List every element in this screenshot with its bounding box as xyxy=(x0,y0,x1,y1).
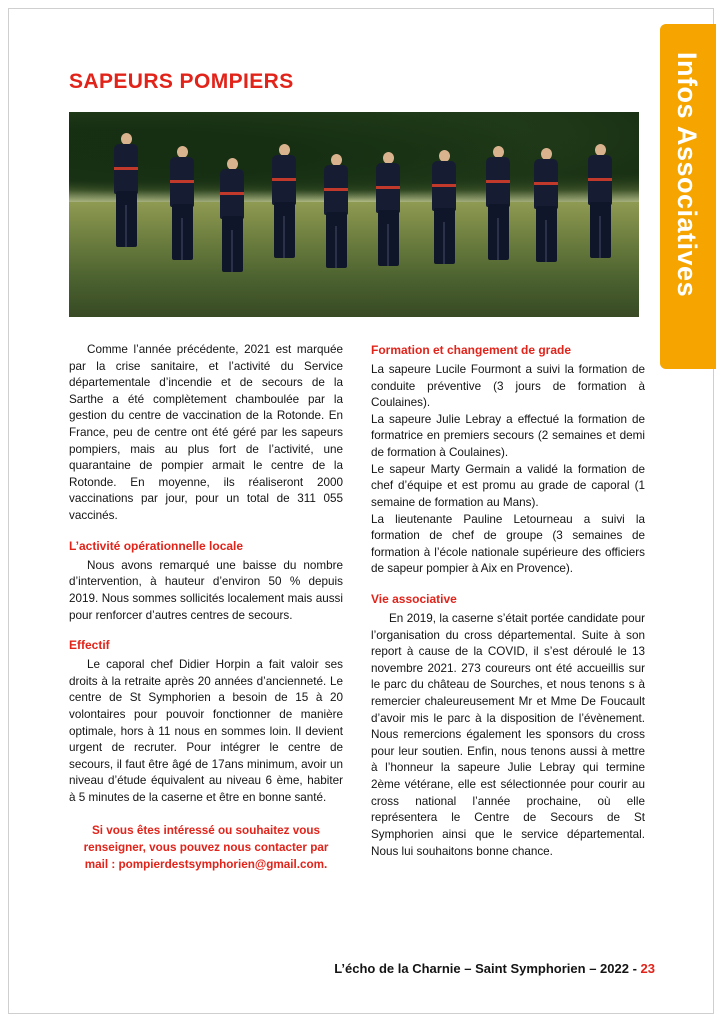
contact-line-1: Si vous êtes intéressé ou souhaitez vous renseigner, vous pouvez nous contacter par xyxy=(83,823,329,854)
photo-person xyxy=(111,133,141,251)
paragraph-effectif: Le caporal chef Didier Horpin a fait valoir ses droits à la retraite après 20 années d’ancienneté. Le centre de St Symphorien a besoin de 15 à 20 volontaires pour pouvoir fonctionner de manière optimale, hors à 11 nous en sommes loin. Il devient urgent de recruter. Pour intégrer le centre de secours, il faut être âgé de 17ans minimum, avoir un niveau d’étude équivalent au niveau 6 ème, habiter à 5 minutes de la caserne et être en bonne santé. xyxy=(69,658,343,805)
paragraph-formation-1: La sapeure Lucile Fourmont a suivi la formation de conduite préventive (3 jours de formation à Coulaines). xyxy=(371,363,645,410)
paragraph-vie-associative: En 2019, la caserne s’était portée candidate pour l’organisation du cross départemental. Suite à son report à cause de la COVID, il s’est déroulé le 13 novembre 2021. 273 coureurs ont été accueillis sur le parc du château de Sourches, et nous tenons s à remercier chaleureusement Mr et Mme De Foucault d’avoir mis le parc à la disposition de l’évènement. Nous remercions également les sponsors du cross pour leur soutien. Enfin, nous tenons aussi à mettre à l’honneur la sapeure Julie Lebray qui termine 2ème vétérane, elle est sélectionnée pour courir au cross national l’année prochaine, où elle représentera le Centre de Secours de St Symphorien ainsi que le service départemental. Nous lui souhaitons bonne chance. xyxy=(371,611,645,858)
left-column xyxy=(69,342,343,874)
paragraph-formation-3: Le sapeur Marty Germain a validé la formation de chef d’équipe et est promu au grade de caporal (1 semaine de formation au Mans). xyxy=(371,462,645,509)
section-tab-infos-associatives xyxy=(660,24,716,369)
page-footer xyxy=(334,961,655,976)
right-column xyxy=(371,342,645,860)
page-number: 23 xyxy=(640,961,655,976)
contact-email-line[interactable]: mail : pompierdestsymphorien@gmail.com. xyxy=(84,857,328,871)
photo-person xyxy=(167,146,197,264)
photo-person xyxy=(585,144,615,262)
section-tab-label: Infos Associatives xyxy=(672,52,702,298)
paragraph-activite-operationnelle: Nous avons remarqué une baisse du nombre d’intervention, à hauteur d’environ 50 % depuis 2019. Nous sommes sollicités localement mais aussi pour renforcer d’autres centres de secours. xyxy=(69,558,343,622)
photo-person xyxy=(321,154,351,272)
contact-block xyxy=(69,823,343,874)
page-title: SAPEURS POMPIERS xyxy=(69,70,294,93)
photo-person xyxy=(483,146,513,264)
heading-vie-associative: Vie associative xyxy=(371,591,457,606)
photo-person xyxy=(531,148,561,266)
photo-person xyxy=(269,144,299,262)
paragraph-formation-4: La lieutenante Pauline Letourneau a suivi la formation de chef de groupe (3 semaines de formation à l’école nationale supérieure des officiers de sapeur pompier à Aix en Provence). xyxy=(371,512,645,576)
heading-activite-operationnelle: L’activité opérationnelle locale xyxy=(69,538,244,553)
firefighters-group-photo xyxy=(69,112,639,317)
heading-formation-changement-grade: Formation et changement de grade xyxy=(371,343,572,357)
heading-effectif: Effectif xyxy=(69,638,110,653)
photo-person xyxy=(217,158,247,276)
paragraph-formation-2: La sapeure Julie Lebray a effectué la formation de formatrice en premiers secours (2 semaines et demi de formation à Coulaines). xyxy=(371,412,645,460)
photo-person xyxy=(429,150,459,268)
intro-paragraph: Comme l’année précédente, 2021 est marquée par la crise sanitaire, et l’activité du Service départementale d’incendie et de secours de la Sarthe a été complètement chamboulée par la gestion du centre de vaccination de la Rotonde. En France, peu de centre ont été géré par les sapeurs pompiers, mais au plus fort de l’activité, une quarantaine de pompier armait le centre de la Rotonde. En moyenne, ils réaliseront 2000 vaccinations par jour, pour un total de 311 055 vaccinés. xyxy=(69,343,343,523)
footer-text: L’écho de la Charnie – Saint Symphorien – 2022 - xyxy=(334,961,637,976)
photo-person xyxy=(373,152,403,270)
